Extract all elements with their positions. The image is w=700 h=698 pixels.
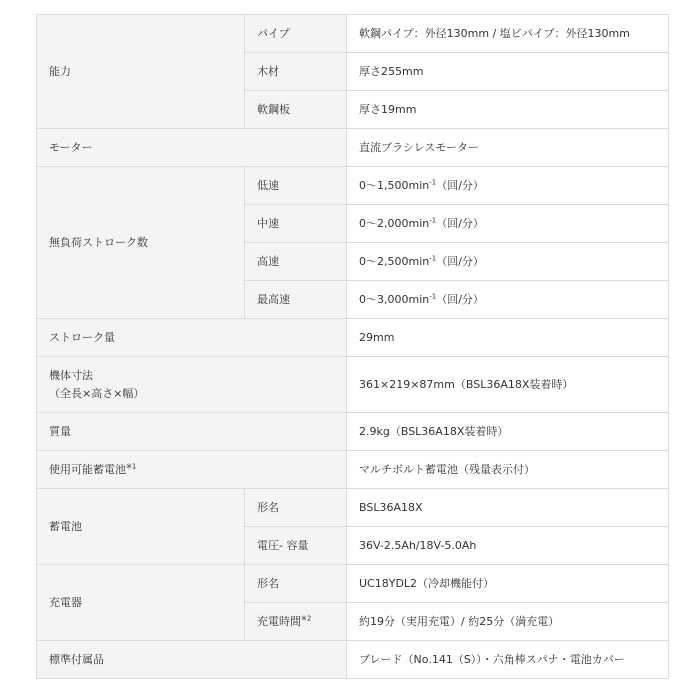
high-speed-value: $0\sim 2,500\min^{-1}$（回/分） [347, 243, 669, 281]
table-row [37, 413, 669, 451]
high-speed-label: 高速 [245, 243, 347, 281]
dimensions-label: 機体寸法 （全長×高さ×幅） [37, 357, 347, 413]
table-row [37, 167, 669, 205]
wood-label: 木材 [245, 53, 347, 91]
strokes-label: 無負荷ストローク数 [37, 167, 245, 319]
low-speed-value: $0\sim 1,500\min^{-1}$（回/分） [347, 167, 669, 205]
weight-value: 2.9kg（BSL36A18X装着時） [347, 413, 669, 451]
max-speed-label: 最高速 [245, 281, 347, 319]
charge-time-label: 充電時間$^{※2}$ [245, 603, 347, 641]
battery-voltage-label: 電圧- 容量 [245, 527, 347, 565]
low-speed-label: 低速 [245, 167, 347, 205]
charger-model-value: UC18YDL2（冷却機能付） [347, 565, 669, 603]
max-speed-value: $0\sim 3,000\min^{-1}$（回/分） [347, 281, 669, 319]
steel-value: 厚さ19mm [347, 91, 669, 129]
accessories-value: ブレード（No.141（S））・六角棒スパナ・電池カバー [347, 641, 669, 679]
table-row [37, 565, 669, 603]
motor-label: モーター [37, 129, 347, 167]
usable-battery-value: マルチボルト蓄電池（残量表示付） [347, 451, 669, 489]
battery-label: 蓄電池 [37, 489, 245, 565]
accessories-label: 標準付属品 [37, 641, 347, 679]
stroke-length-label: ストローク量 [37, 319, 347, 357]
mid-speed-label: 中速 [245, 205, 347, 243]
charger-model-label: 形名 [245, 565, 347, 603]
battery-voltage-value: 36V-2.5Ah/18V-5.0Ah [347, 527, 669, 565]
dimensions-value: 361×219×87mm（BSL36A18X装着時） [347, 357, 669, 413]
battery-model-label: 形名 [245, 489, 347, 527]
charger-label: 充電器 [37, 565, 245, 641]
battery-model-value: BSL36A18X [347, 489, 669, 527]
wood-value: 厚さ255mm [347, 53, 669, 91]
table-row [37, 451, 669, 489]
table-row [37, 15, 669, 53]
mid-speed-value: $0\sim 2,000\min^{-1}$（回/分） [347, 205, 669, 243]
table-row [37, 129, 669, 167]
steel-label: 軟鋼板 [245, 91, 347, 129]
table-row [37, 319, 669, 357]
stroke-length-value: 29mm [347, 319, 669, 357]
table-row [37, 641, 669, 679]
table-row [37, 357, 669, 413]
pipe-value: 軟鋼パイプ：外径130mm / 塩ビパイプ：外径130mm [347, 15, 669, 53]
weight-label: 質量 [37, 413, 347, 451]
spec-table [36, 14, 669, 679]
pipe-label: パイプ [245, 15, 347, 53]
table-row [37, 489, 669, 527]
motor-value: 直流ブラシレスモーター [347, 129, 669, 167]
usable-battery-label: 使用可能蓄電池$^{※1}$ [37, 451, 347, 489]
capacity-label: 能力 [37, 15, 245, 129]
charge-time-value: 約19分（実用充電）/ 約25分（満充電） [347, 603, 669, 641]
